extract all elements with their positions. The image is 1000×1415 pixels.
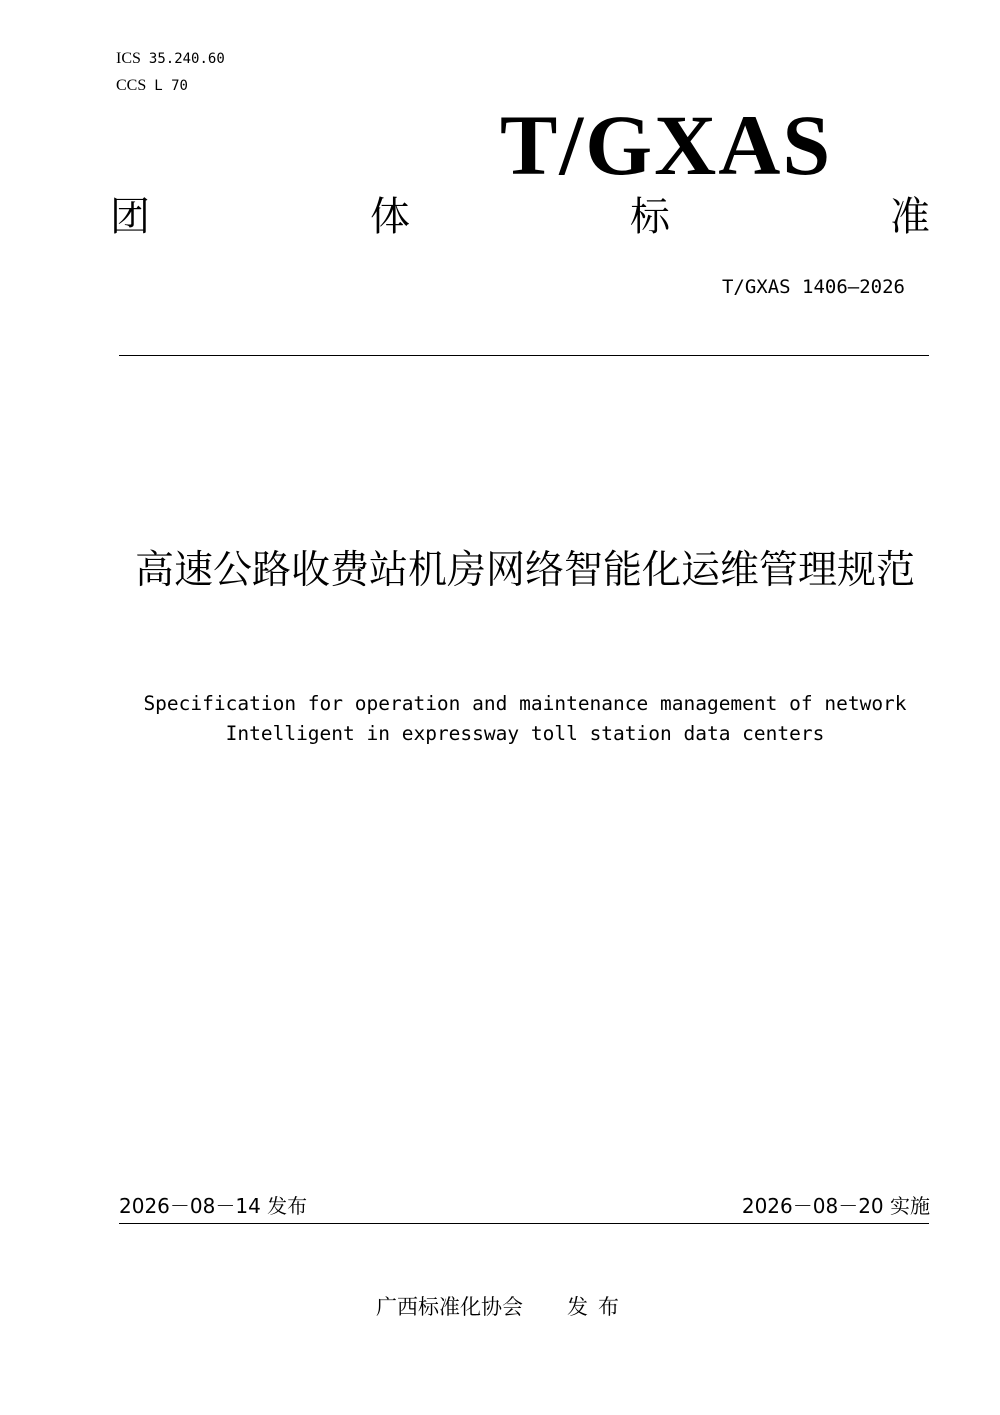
standard-type-char: 标 [630,194,670,240]
document-title-english: Specification for operation and maintenance management of network Intelligent in expressway toll station data centers [143,692,907,745]
issuer-line [376,1293,629,1321]
standard-type-char: 体 [370,194,410,240]
footer-divider [119,1223,929,1224]
issuer-action: 发布 [567,1295,629,1319]
standard-number: T/GXAS 1406—2026 [721,276,905,298]
ics-code: 35.240.60 [148,51,225,67]
ccs-label: CCS [116,77,147,94]
standard-brand-mark: T/GXAS [500,97,833,193]
ccs-classification [116,76,188,95]
issuer-organization: 广西标准化协会 [376,1295,523,1319]
header-divider [119,355,929,356]
standard-type-heading [110,192,930,242]
ccs-code: L 70 [154,78,188,94]
document-title-chinese: 高速公路收费站机房网络智能化运维管理规范 [134,548,915,593]
ics-classification [116,49,225,68]
ics-label: ICS [116,50,141,67]
standard-type-char: 准 [890,194,930,240]
implementation-date: 2026－08－20 实施 [741,1194,930,1218]
release-date: 2026－08－14 发布 [119,1194,308,1218]
standard-type-char: 团 [110,194,150,240]
